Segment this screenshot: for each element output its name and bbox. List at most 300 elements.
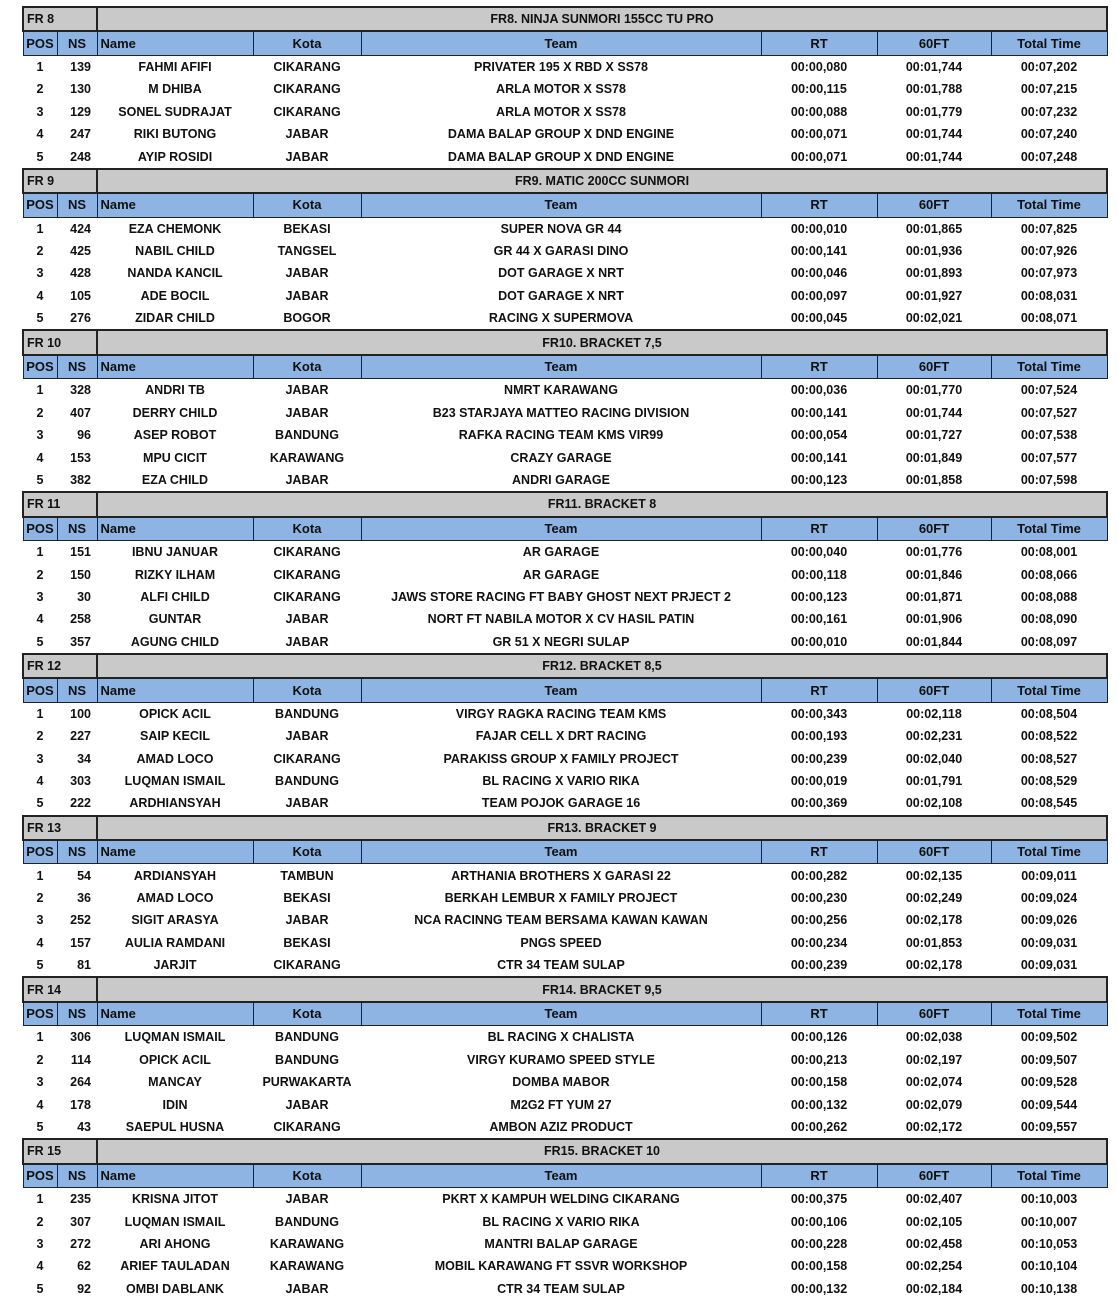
header-kota: Kota (253, 678, 361, 702)
ns-cell: 307 (57, 1210, 97, 1232)
total-time-cell: 00:07,598 (991, 469, 1107, 492)
ns-cell: 36 (57, 887, 97, 909)
team-cell: NMRT KARAWANG (361, 379, 761, 402)
header-ns: NS (57, 193, 97, 217)
header-pos: POS (23, 840, 57, 864)
section-code: FR 12 (23, 654, 97, 678)
name-cell: DERRY CHILD (97, 402, 253, 424)
ns-cell: 276 (57, 307, 97, 330)
header-total-time: Total Time (991, 193, 1107, 217)
header-total-time: Total Time (991, 355, 1107, 379)
60ft-cell: 00:01,936 (877, 240, 991, 262)
header-pos: POS (23, 355, 57, 379)
total-time-cell: 00:09,502 (991, 1026, 1107, 1049)
header-kota: Kota (253, 840, 361, 864)
header-total-time: Total Time (991, 517, 1107, 541)
60ft-cell: 00:02,079 (877, 1093, 991, 1115)
rt-cell: 00:00,141 (761, 402, 877, 424)
total-time-cell: 00:08,088 (991, 586, 1107, 608)
60ft-cell: 00:01,871 (877, 586, 991, 608)
team-cell: RAFKA RACING TEAM KMS VIR99 (361, 424, 761, 446)
pos-cell: 4 (23, 446, 57, 468)
total-time-cell: 00:09,011 (991, 864, 1107, 887)
pos-cell: 4 (23, 123, 57, 145)
ns-cell: 264 (57, 1071, 97, 1093)
rt-cell: 00:00,193 (761, 725, 877, 747)
table-row (23, 55, 1107, 78)
ns-cell: 407 (57, 402, 97, 424)
rt-cell: 00:00,228 (761, 1233, 877, 1255)
team-cell: B23 STARJAYA MATTEO RACING DIVISION (361, 402, 761, 424)
name-cell: AYIP ROSIDI (97, 145, 253, 168)
table-row (23, 1277, 1107, 1299)
total-time-cell: 00:09,507 (991, 1049, 1107, 1071)
rt-cell: 00:00,080 (761, 55, 877, 78)
name-cell: IDIN (97, 1093, 253, 1115)
team-cell: PKRT X KAMPUH WELDING CIKARANG (361, 1187, 761, 1210)
kota-cell: CIKARANG (253, 954, 361, 977)
team-cell: BL RACING X VARIO RIKA (361, 770, 761, 792)
ns-cell: 129 (57, 101, 97, 123)
name-cell: KRISNA JITOT (97, 1187, 253, 1210)
kota-cell: JABAR (253, 792, 361, 815)
60ft-cell: 00:01,791 (877, 770, 991, 792)
kota-cell: KARAWANG (253, 1255, 361, 1277)
rt-cell: 00:00,045 (761, 307, 877, 330)
header-team: Team (361, 840, 761, 864)
team-cell: AR GARAGE (361, 540, 761, 563)
ns-cell: 328 (57, 379, 97, 402)
team-cell: ANDRI GARAGE (361, 469, 761, 492)
name-cell: RIZKY ILHAM (97, 563, 253, 585)
header-kota: Kota (253, 193, 361, 217)
kota-cell: JABAR (253, 608, 361, 630)
kota-cell: BANDUNG (253, 770, 361, 792)
column-header-row (23, 193, 1107, 217)
table-row (23, 608, 1107, 630)
header-kota: Kota (253, 31, 361, 55)
table-row (23, 240, 1107, 262)
kota-cell: BANDUNG (253, 424, 361, 446)
ns-cell: 248 (57, 145, 97, 168)
header-team: Team (361, 1164, 761, 1188)
header-team: Team (361, 517, 761, 541)
kota-cell: BANDUNG (253, 1049, 361, 1071)
pos-cell: 2 (23, 563, 57, 585)
rt-cell: 00:00,118 (761, 563, 877, 585)
pos-cell: 5 (23, 1116, 57, 1139)
section-code: FR 8 (23, 7, 97, 31)
rt-cell: 00:00,141 (761, 240, 877, 262)
name-cell: EZA CHILD (97, 469, 253, 492)
kota-cell: JABAR (253, 631, 361, 654)
header-name: Name (97, 840, 253, 864)
team-cell: MOBIL KARAWANG FT SSVR WORKSHOP (361, 1255, 761, 1277)
ns-cell: 252 (57, 909, 97, 931)
60ft-cell: 00:01,770 (877, 379, 991, 402)
name-cell: GUNTAR (97, 608, 253, 630)
pos-cell: 2 (23, 402, 57, 424)
60ft-cell: 00:01,906 (877, 608, 991, 630)
team-cell: BERKAH LEMBUR X FAMILY PROJECT (361, 887, 761, 909)
rt-cell: 00:00,256 (761, 909, 877, 931)
table-row (23, 864, 1107, 887)
kota-cell: JABAR (253, 123, 361, 145)
total-time-cell: 00:09,024 (991, 887, 1107, 909)
60ft-cell: 00:02,135 (877, 864, 991, 887)
60ft-cell: 00:01,853 (877, 932, 991, 954)
section-title: FR12. BRACKET 8,5 (97, 654, 1107, 678)
rt-cell: 00:00,040 (761, 540, 877, 563)
header-name: Name (97, 355, 253, 379)
total-time-cell: 00:08,001 (991, 540, 1107, 563)
column-header-row (23, 1002, 1107, 1026)
60ft-cell: 00:02,118 (877, 702, 991, 725)
kota-cell: JABAR (253, 285, 361, 307)
header-60ft: 60FT (877, 31, 991, 55)
pos-cell: 5 (23, 307, 57, 330)
ns-cell: 151 (57, 540, 97, 563)
total-time-cell: 00:07,527 (991, 402, 1107, 424)
pos-cell: 1 (23, 1187, 57, 1210)
column-header-row (23, 840, 1107, 864)
column-header-row (23, 678, 1107, 702)
pos-cell: 1 (23, 864, 57, 887)
header-pos: POS (23, 193, 57, 217)
total-time-cell: 00:08,071 (991, 307, 1107, 330)
ns-cell: 258 (57, 608, 97, 630)
60ft-cell: 00:01,779 (877, 101, 991, 123)
total-time-cell: 00:08,066 (991, 563, 1107, 585)
60ft-cell: 00:01,927 (877, 285, 991, 307)
table-row (23, 469, 1107, 492)
section-code: FR 9 (23, 169, 97, 193)
column-header-row (23, 1164, 1107, 1188)
60ft-cell: 00:02,178 (877, 909, 991, 931)
60ft-cell: 00:01,846 (877, 563, 991, 585)
60ft-cell: 00:01,744 (877, 123, 991, 145)
ns-cell: 150 (57, 563, 97, 585)
kota-cell: BEKASI (253, 932, 361, 954)
total-time-cell: 00:07,248 (991, 145, 1107, 168)
pos-cell: 5 (23, 954, 57, 977)
table-row (23, 1071, 1107, 1093)
section-title: FR9. MATIC 200CC SUNMORI (97, 169, 1107, 193)
ns-cell: 272 (57, 1233, 97, 1255)
total-time-cell: 00:08,545 (991, 792, 1107, 815)
header-rt: RT (761, 840, 877, 864)
header-ns: NS (57, 678, 97, 702)
kota-cell: CIKARANG (253, 586, 361, 608)
table-row (23, 954, 1107, 977)
pos-cell: 4 (23, 285, 57, 307)
60ft-cell: 00:01,858 (877, 469, 991, 492)
header-team: Team (361, 31, 761, 55)
header-kota: Kota (253, 355, 361, 379)
table-row (23, 123, 1107, 145)
kota-cell: CIKARANG (253, 540, 361, 563)
pos-cell: 2 (23, 1049, 57, 1071)
team-cell: ARTHANIA BROTHERS X GARASI 22 (361, 864, 761, 887)
team-cell: DAMA BALAP GROUP X DND ENGINE (361, 123, 761, 145)
header-ns: NS (57, 1164, 97, 1188)
ns-cell: 96 (57, 424, 97, 446)
ns-cell: 153 (57, 446, 97, 468)
team-cell: ARLA MOTOR X SS78 (361, 78, 761, 100)
name-cell: NABIL CHILD (97, 240, 253, 262)
header-ns: NS (57, 517, 97, 541)
results-sheet (22, 6, 1106, 1300)
ns-cell: 428 (57, 262, 97, 284)
header-name: Name (97, 517, 253, 541)
pos-cell: 4 (23, 770, 57, 792)
name-cell: ARI AHONG (97, 1233, 253, 1255)
header-total-time: Total Time (991, 31, 1107, 55)
section-title-row (23, 330, 1107, 354)
pos-cell: 2 (23, 78, 57, 100)
ns-cell: 34 (57, 748, 97, 770)
kota-cell: BEKASI (253, 217, 361, 240)
table-row (23, 1026, 1107, 1049)
header-ns: NS (57, 1002, 97, 1026)
ns-cell: 100 (57, 702, 97, 725)
header-total-time: Total Time (991, 840, 1107, 864)
name-cell: SONEL SUDRAJAT (97, 101, 253, 123)
table-row (23, 1187, 1107, 1210)
header-name: Name (97, 31, 253, 55)
header-kota: Kota (253, 1002, 361, 1026)
column-header-row (23, 517, 1107, 541)
total-time-cell: 00:08,529 (991, 770, 1107, 792)
header-60ft: 60FT (877, 840, 991, 864)
pos-cell: 4 (23, 1093, 57, 1115)
header-team: Team (361, 678, 761, 702)
name-cell: OPICK ACIL (97, 1049, 253, 1071)
team-cell: ARLA MOTOR X SS78 (361, 101, 761, 123)
ns-cell: 81 (57, 954, 97, 977)
name-cell: EZA CHEMONK (97, 217, 253, 240)
rt-cell: 00:00,123 (761, 586, 877, 608)
team-cell: VIRGY KURAMO SPEED STYLE (361, 1049, 761, 1071)
kota-cell: JABAR (253, 1187, 361, 1210)
pos-cell: 1 (23, 217, 57, 240)
name-cell: AGUNG CHILD (97, 631, 253, 654)
rt-cell: 00:00,369 (761, 792, 877, 815)
kota-cell: JABAR (253, 1093, 361, 1115)
section-title: FR14. BRACKET 9,5 (97, 977, 1107, 1001)
team-cell: SUPER NOVA GR 44 (361, 217, 761, 240)
table-row (23, 78, 1107, 100)
ns-cell: 382 (57, 469, 97, 492)
pos-cell: 5 (23, 469, 57, 492)
kota-cell: CIKARANG (253, 748, 361, 770)
name-cell: SIGIT ARASYA (97, 909, 253, 931)
name-cell: OMBI DABLANK (97, 1277, 253, 1299)
table-row (23, 145, 1107, 168)
ns-cell: 43 (57, 1116, 97, 1139)
pos-cell: 2 (23, 725, 57, 747)
kota-cell: CIKARANG (253, 1116, 361, 1139)
section-title-row (23, 977, 1107, 1001)
rt-cell: 00:00,213 (761, 1049, 877, 1071)
total-time-cell: 00:10,053 (991, 1233, 1107, 1255)
kota-cell: PURWAKARTA (253, 1071, 361, 1093)
total-time-cell: 00:09,557 (991, 1116, 1107, 1139)
ns-cell: 235 (57, 1187, 97, 1210)
60ft-cell: 00:01,844 (877, 631, 991, 654)
kota-cell: JABAR (253, 725, 361, 747)
section-code: FR 11 (23, 492, 97, 516)
table-row (23, 725, 1107, 747)
header-name: Name (97, 678, 253, 702)
rt-cell: 00:00,071 (761, 145, 877, 168)
table-row (23, 770, 1107, 792)
total-time-cell: 00:08,097 (991, 631, 1107, 654)
rt-cell: 00:00,019 (761, 770, 877, 792)
rt-cell: 00:00,230 (761, 887, 877, 909)
rt-cell: 00:00,126 (761, 1026, 877, 1049)
rt-cell: 00:00,010 (761, 217, 877, 240)
team-cell: AR GARAGE (361, 563, 761, 585)
name-cell: AMAD LOCO (97, 887, 253, 909)
total-time-cell: 00:09,031 (991, 954, 1107, 977)
table-row (23, 748, 1107, 770)
kota-cell: JABAR (253, 262, 361, 284)
team-cell: PARAKISS GROUP X FAMILY PROJECT (361, 748, 761, 770)
team-cell: PRIVATER 195 X RBD X SS78 (361, 55, 761, 78)
pos-cell: 5 (23, 1277, 57, 1299)
table-row (23, 446, 1107, 468)
team-cell: NCA RACINNG TEAM BERSAMA KAWAN KAWAN (361, 909, 761, 931)
total-time-cell: 00:07,973 (991, 262, 1107, 284)
section-title-row (23, 816, 1107, 840)
name-cell: ARIEF TAULADAN (97, 1255, 253, 1277)
kota-cell: BANDUNG (253, 1026, 361, 1049)
header-kota: Kota (253, 517, 361, 541)
rt-cell: 00:00,375 (761, 1187, 877, 1210)
header-team: Team (361, 355, 761, 379)
rt-cell: 00:00,239 (761, 748, 877, 770)
header-rt: RT (761, 193, 877, 217)
ns-cell: 105 (57, 285, 97, 307)
total-time-cell: 00:07,825 (991, 217, 1107, 240)
header-total-time: Total Time (991, 678, 1107, 702)
name-cell: ARDIANSYAH (97, 864, 253, 887)
pos-cell: 4 (23, 608, 57, 630)
pos-cell: 4 (23, 932, 57, 954)
total-time-cell: 00:07,524 (991, 379, 1107, 402)
60ft-cell: 00:01,865 (877, 217, 991, 240)
table-row (23, 702, 1107, 725)
header-60ft: 60FT (877, 193, 991, 217)
pos-cell: 4 (23, 1255, 57, 1277)
name-cell: MPU CICIT (97, 446, 253, 468)
table-row (23, 1210, 1107, 1232)
kota-cell: KARAWANG (253, 446, 361, 468)
name-cell: M DHIBA (97, 78, 253, 100)
ns-cell: 114 (57, 1049, 97, 1071)
table-row (23, 792, 1107, 815)
table-row (23, 540, 1107, 563)
ns-cell: 424 (57, 217, 97, 240)
header-team: Team (361, 1002, 761, 1026)
team-cell: NORT FT NABILA MOTOR X CV HASIL PATIN (361, 608, 761, 630)
team-cell: DOMBA MABOR (361, 1071, 761, 1093)
table-row (23, 379, 1107, 402)
pos-cell: 5 (23, 631, 57, 654)
ns-cell: 139 (57, 55, 97, 78)
ns-cell: 62 (57, 1255, 97, 1277)
header-rt: RT (761, 1164, 877, 1188)
table-row (23, 101, 1107, 123)
pos-cell: 5 (23, 792, 57, 815)
pos-cell: 5 (23, 145, 57, 168)
team-cell: PNGS SPEED (361, 932, 761, 954)
ns-cell: 157 (57, 932, 97, 954)
total-time-cell: 00:08,090 (991, 608, 1107, 630)
60ft-cell: 00:01,776 (877, 540, 991, 563)
60ft-cell: 00:02,231 (877, 725, 991, 747)
ns-cell: 247 (57, 123, 97, 145)
rt-cell: 00:00,097 (761, 285, 877, 307)
total-time-cell: 00:10,007 (991, 1210, 1107, 1232)
60ft-cell: 00:02,197 (877, 1049, 991, 1071)
rt-cell: 00:00,115 (761, 78, 877, 100)
section-code: FR 10 (23, 330, 97, 354)
team-cell: AMBON AZIZ PRODUCT (361, 1116, 761, 1139)
team-cell: MANTRI BALAP GARAGE (361, 1233, 761, 1255)
pos-cell: 2 (23, 240, 57, 262)
kota-cell: JABAR (253, 909, 361, 931)
header-rt: RT (761, 355, 877, 379)
60ft-cell: 00:02,038 (877, 1026, 991, 1049)
results-table (22, 6, 1108, 1300)
header-total-time: Total Time (991, 1164, 1107, 1188)
team-cell: GR 44 X GARASI DINO (361, 240, 761, 262)
section-title-row (23, 169, 1107, 193)
section-title: FR13. BRACKET 9 (97, 816, 1107, 840)
team-cell: BL RACING X VARIO RIKA (361, 1210, 761, 1232)
pos-cell: 3 (23, 101, 57, 123)
pos-cell: 1 (23, 379, 57, 402)
kota-cell: JABAR (253, 145, 361, 168)
rt-cell: 00:00,234 (761, 932, 877, 954)
header-60ft: 60FT (877, 1164, 991, 1188)
name-cell: ZIDAR CHILD (97, 307, 253, 330)
ns-cell: 306 (57, 1026, 97, 1049)
rt-cell: 00:00,141 (761, 446, 877, 468)
table-row (23, 887, 1107, 909)
name-cell: LUQMAN ISMAIL (97, 770, 253, 792)
60ft-cell: 00:02,108 (877, 792, 991, 815)
60ft-cell: 00:02,040 (877, 748, 991, 770)
rt-cell: 00:00,132 (761, 1093, 877, 1115)
rt-cell: 00:00,239 (761, 954, 877, 977)
name-cell: IBNU JANUAR (97, 540, 253, 563)
pos-cell: 1 (23, 55, 57, 78)
60ft-cell: 00:02,105 (877, 1210, 991, 1232)
pos-cell: 3 (23, 424, 57, 446)
table-row (23, 285, 1107, 307)
section-title-row (23, 654, 1107, 678)
table-row (23, 1093, 1107, 1115)
kota-cell: JABAR (253, 469, 361, 492)
kota-cell: CIKARANG (253, 78, 361, 100)
header-rt: RT (761, 1002, 877, 1026)
name-cell: NANDA KANCIL (97, 262, 253, 284)
section-title: FR15. BRACKET 10 (97, 1139, 1107, 1163)
rt-cell: 00:00,343 (761, 702, 877, 725)
